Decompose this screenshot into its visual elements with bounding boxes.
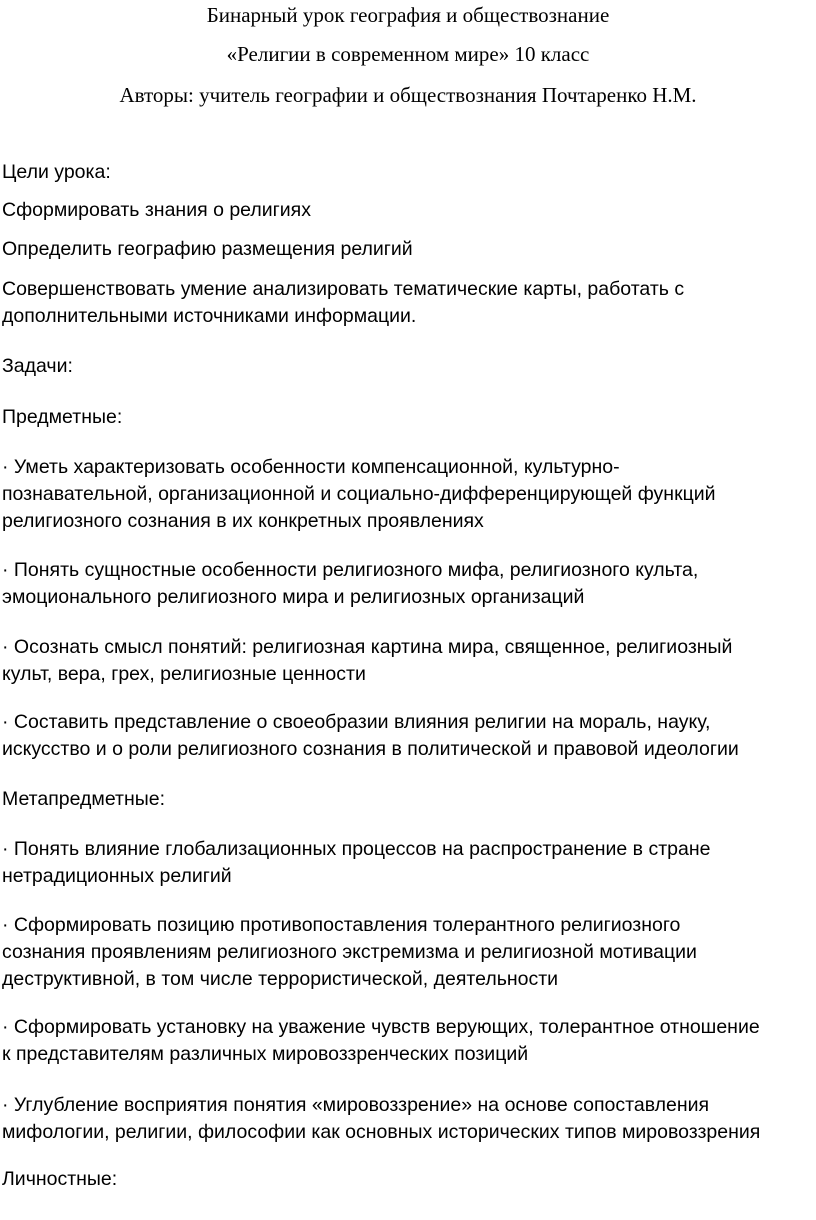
- meta-line: · Углубление восприятия понятия «мировоззрение» на основе сопоставления: [2, 1094, 710, 1116]
- meta-line: к представителям различных мировоззренческих позиций: [2, 1043, 529, 1065]
- subject-line: религиозного сознания в их конкретных проявлениях: [2, 510, 484, 532]
- personal-heading: Личностные:: [2, 1168, 118, 1190]
- meta-line: мифологии, религии, философии как основных исторических типов мировоззрения: [2, 1121, 761, 1143]
- subject-line: познавательной, организационной и социально-дифференцирующей функций: [2, 483, 716, 505]
- subject-line: культ, вера, грех, религиозные ценности: [2, 663, 366, 685]
- meta-heading: Метапредметные:: [2, 788, 165, 810]
- goal-item: [2, 276, 814, 330]
- lesson-title: Бинарный урок география и обществознание: [206, 3, 610, 27]
- meta-line: · Сформировать установку на уважение чувств верующих, толерантное отношение: [2, 1016, 760, 1038]
- subject-item: [2, 557, 814, 611]
- lesson-authors: Авторы: учитель географии и обществознания Почтаренко Н.М.: [119, 83, 697, 107]
- subject-item: [2, 709, 814, 763]
- subject-line: эмоционального религиозного мира и религиозных организаций: [2, 586, 585, 608]
- goals-heading: Цели урока:: [2, 161, 111, 183]
- meta-item: [2, 1092, 814, 1146]
- goal-item: [2, 197, 814, 224]
- subject-heading: Предметные:: [2, 406, 123, 428]
- lesson-topic: «Религии в современном мире» 10 класс: [226, 42, 590, 66]
- meta-line: деструктивной, в том числе террористической, деятельности: [2, 968, 559, 990]
- subject-line: · Осознать смысл понятий: религиозная картина мира, священное, религиозный: [2, 636, 733, 658]
- meta-line: · Понять влияние глобализационных процессов на распространение в стране: [2, 838, 711, 860]
- tasks-heading: Задачи:: [2, 355, 73, 377]
- meta-item: [2, 836, 814, 890]
- meta-line: сознания проявлениям религиозного экстремизма и религиозной мотивации: [2, 941, 697, 963]
- meta-line: · Сформировать позицию противопоставления толерантного религиозного: [2, 914, 681, 936]
- meta-item: [2, 1014, 814, 1068]
- meta-item: [2, 912, 814, 993]
- meta-line: нетрадиционных религий: [2, 865, 232, 887]
- goal-item: [2, 236, 814, 263]
- subject-item: [2, 454, 814, 535]
- subject-line: · Уметь характеризовать особенности компенсационной, культурно-: [2, 456, 620, 478]
- subject-item: [2, 634, 814, 688]
- goal-line: Совершенствовать умение анализировать тематические карты, работать с: [2, 278, 685, 300]
- goal-line: Определить географию размещения религий: [2, 238, 413, 260]
- subject-line: искусство и о роли религиозного сознания в политической и правовой идеологии: [2, 738, 739, 760]
- goal-line: Сформировать знания о религиях: [2, 199, 311, 221]
- goal-line: дополнительными источниками информации.: [2, 305, 417, 327]
- subject-line: · Составить представление о своеобразии влияния религии на мораль, науку,: [2, 711, 711, 733]
- subject-line: · Понять сущностные особенности религиозного мифа, религиозного культа,: [2, 559, 699, 581]
